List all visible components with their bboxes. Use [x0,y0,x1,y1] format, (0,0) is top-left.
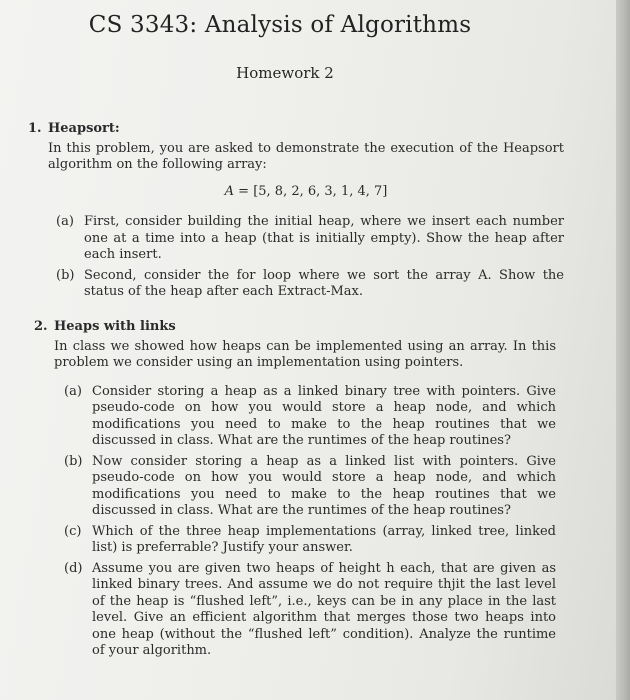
formula-values: = [5, 8, 2, 6, 3, 1, 4, 7] [234,183,388,199]
part-text: Assume you are given two heaps of height h each, that are given as linked binary trees. And assume we do not require thjit the last level of the heap is “flushed left”, i.e., keys can be in any place in the last level. Give an efficient algorithm that merges those two heaps into one heap (without the “flushed left” condition). Analyze the runtime of your algorithm. [92,560,556,658]
part-text: Which of the three heap implementations (array, linked tree, linked list) is preferrable? Justify your answer. [92,523,556,555]
problem-1-body [48,141,564,201]
part-label: (b) [64,453,83,469]
problem-2-number: 2. [34,319,48,334]
problem-1-intro: In this problem, you are asked to demonstrate the execution of the Heapsort algorithm on the following array: [48,140,564,172]
part-label: (a) [64,383,82,399]
problem-2-part-b [64,454,556,520]
problem-2-part-a [64,384,556,450]
part-text: Consider storing a heap as a linked binary tree with pointers. Give pseudo-code on how you would store a heap node, and which modifications you need to make to the heap routines that we discussed in class. What are the runtimes of the heap routines? [92,383,556,448]
part-label: (c) [64,523,82,539]
problem-2-heading [34,319,556,336]
problem-1-part-b [56,268,564,301]
part-text: Second, consider the for loop where we sort the array A. Show the status of the heap after each Extract-Max. [84,267,564,299]
part-label: (b) [56,267,75,283]
problem-1-part-a [56,214,564,264]
problem-1 [28,121,564,305]
problem-2 [34,319,556,664]
part-text: Now consider storing a heap as a linked list with pointers. Give pseudo-code on how you would store a heap node, and which modifications you need to make to the heap routines that we discussed in class. What are the runtimes of the heap routines? [92,453,556,518]
problem-2-parts [64,384,556,660]
array-formula [48,184,564,201]
problem-2-body [54,339,556,372]
problem-2-part-d [64,561,556,660]
problem-2-title: Heaps with links [54,319,176,334]
part-label: (d) [64,560,83,576]
formula-variable: A [224,183,235,199]
document-subtitle: Homework 2 [236,64,334,82]
problem-1-heading [28,121,564,138]
part-text: First, consider building the initial heap, where we insert each number one at a time into a heap (that is initially empty). Show the heap after each insert. [84,214,564,262]
page-edge-shadow [616,0,630,700]
document-title: CS 3343: Analysis of Algorithms [88,12,472,38]
problem-1-number: 1. [28,121,42,136]
problem-1-title: Heapsort: [48,121,120,136]
part-label: (a) [56,214,74,229]
problem-2-part-c [64,524,556,557]
problem-2-intro: In class we showed how heaps can be implemented using an array. In this problem we consider using an implementation using pointers. [54,338,556,370]
problem-1-parts [56,214,564,301]
